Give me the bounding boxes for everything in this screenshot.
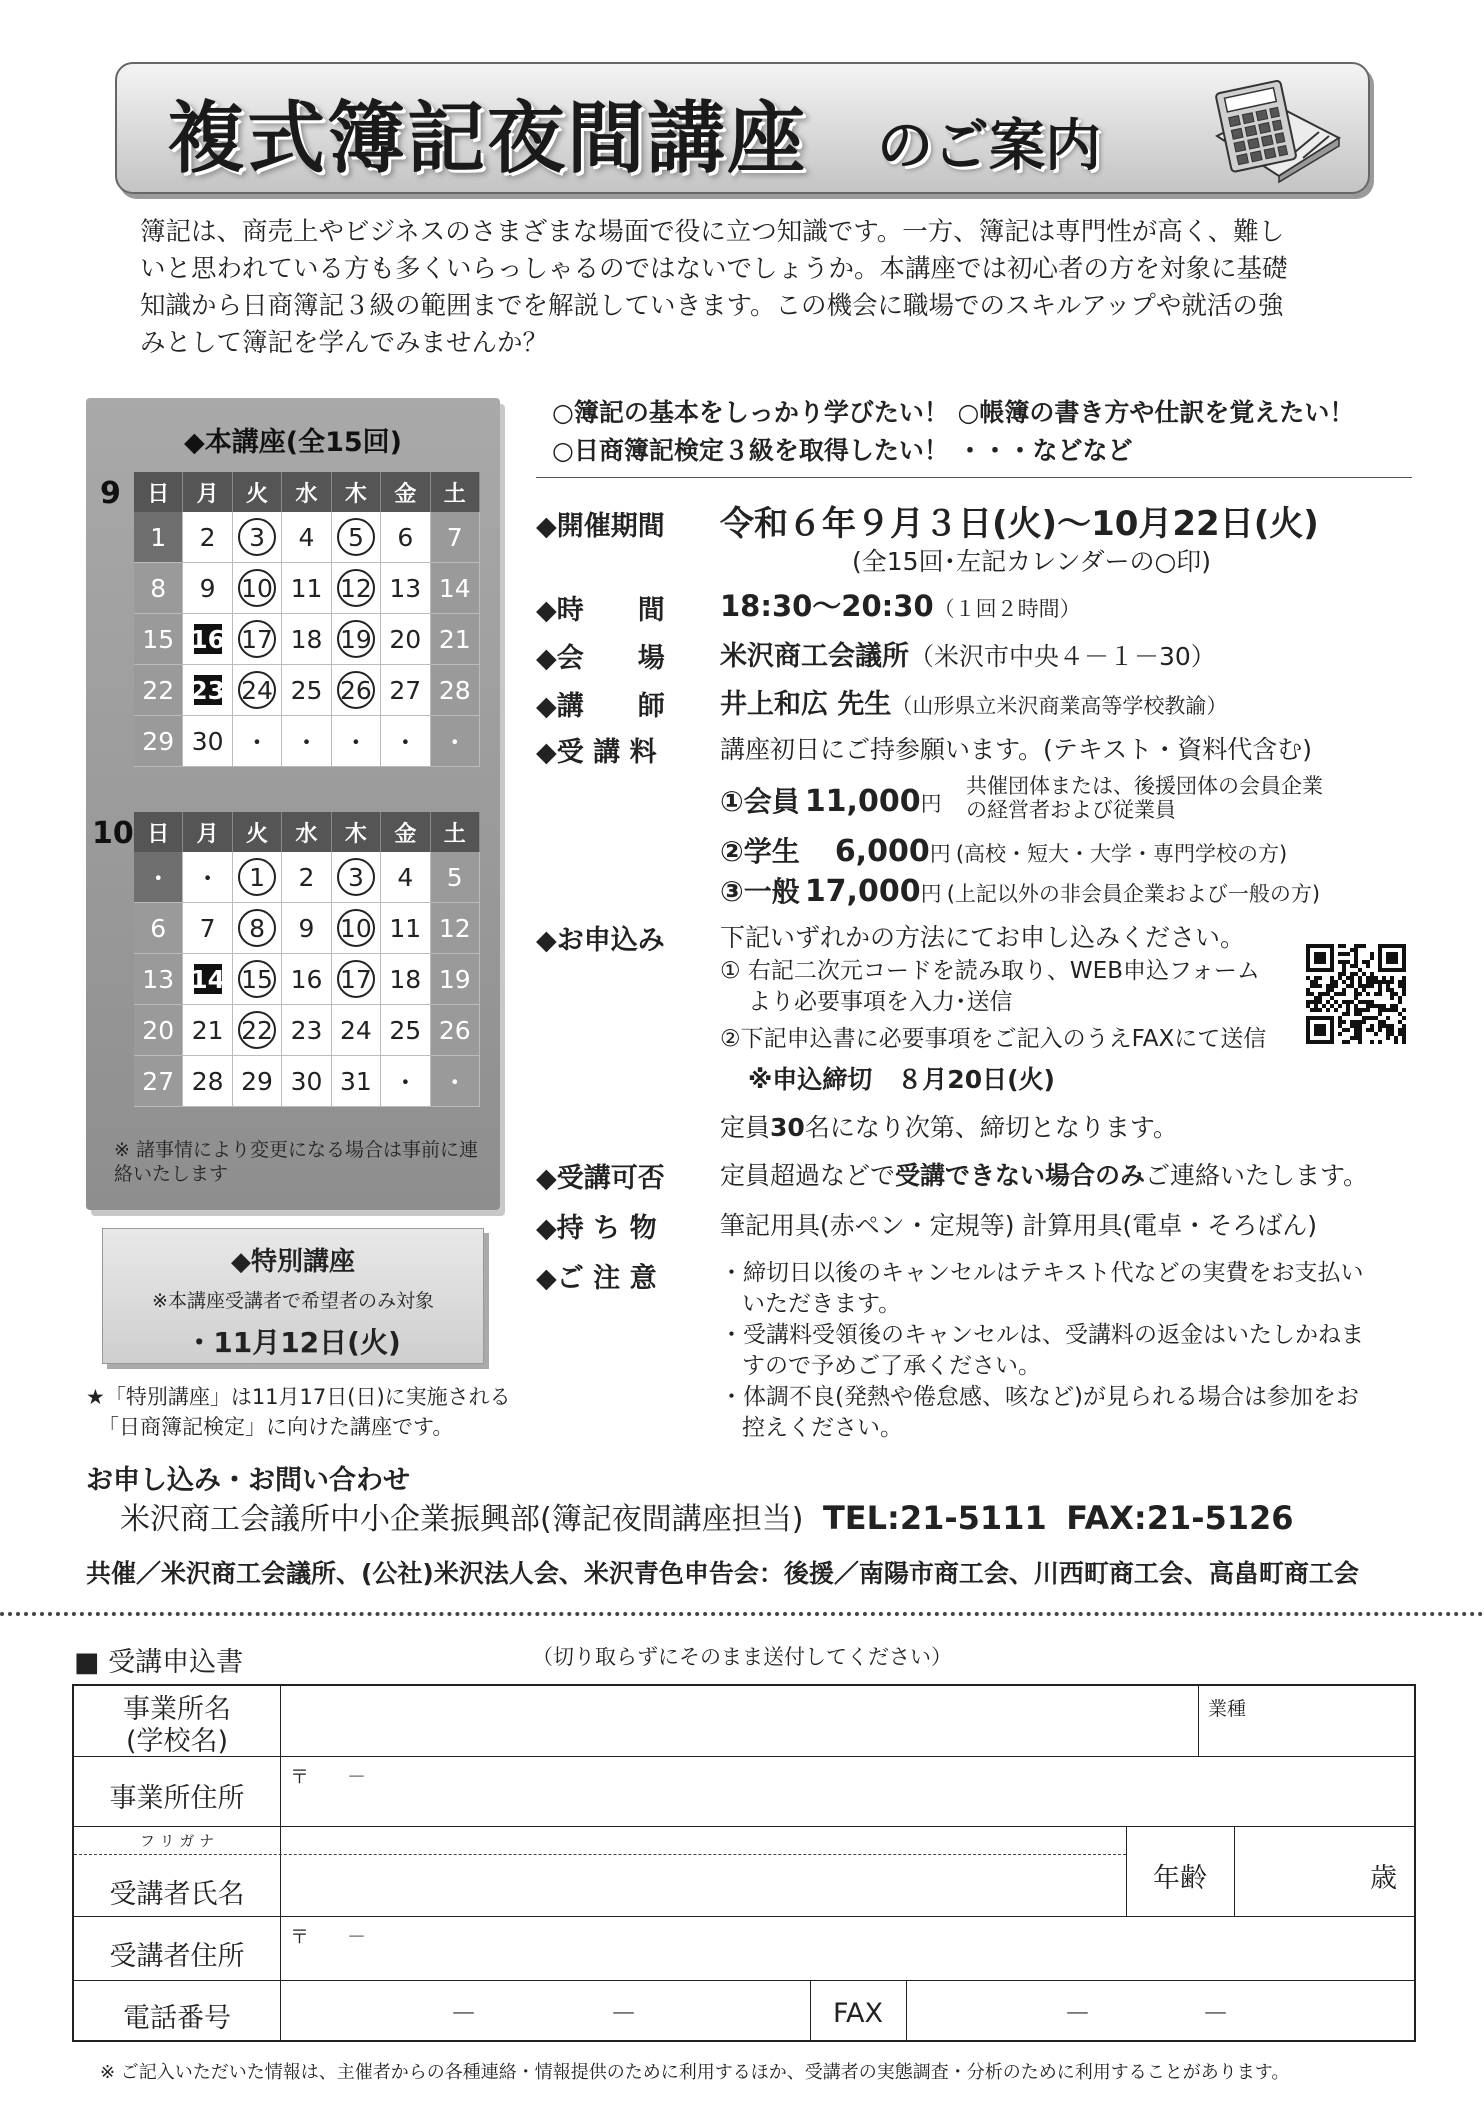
calendar-day: 3 — [233, 512, 282, 563]
calendar-day: 22 — [134, 665, 183, 716]
calendar-day: 26 — [431, 1005, 480, 1056]
calendar-day: 3 — [332, 852, 381, 903]
fee-member-note-line: の経営者および従業員 — [966, 798, 1176, 822]
calendar-day: 8 — [134, 563, 183, 614]
calendar-day: 23 — [282, 1005, 331, 1056]
special-course-note — [86, 1382, 511, 1442]
intro-line: 簿記は、商売上やビジネスのさまざまな場面で役に立つ知識です。一方、簿記は専門性が高く、難し — [140, 217, 1285, 247]
apply-method-line: ②下記申込書に必要事項をご記入のうえFAXにて送信 — [720, 1026, 1267, 1052]
calendar-day: 10 — [332, 903, 381, 954]
fee-general-amount: 17,000 — [804, 874, 921, 909]
caution-line: ・締切日以後のキャンセルはテキスト代などの実費をお支払い — [720, 1260, 1364, 1286]
time-row — [720, 584, 1081, 625]
calendar-day: 14 — [431, 563, 480, 614]
page-title: 複式簿記夜間講座 — [167, 94, 808, 184]
calendar-day: 6 — [381, 512, 430, 563]
furigana-field[interactable] — [284, 1828, 1124, 1852]
furigana-label: フ リ ガ ナ — [139, 1832, 215, 1850]
fax-dash: － — [1064, 1999, 1091, 2030]
caution-line: いただきます。 — [742, 1291, 902, 1317]
calendar-day: 15 — [134, 614, 183, 665]
calendar-day: 26 — [332, 665, 381, 716]
lecturer-value: 井上和広 先生 — [720, 689, 892, 720]
special-note-line: ★「特別講座」は11月17日(日)に実施される — [86, 1385, 511, 1409]
industry-label: 業種 — [1208, 1698, 1247, 1720]
lecturer-row — [720, 682, 1227, 721]
calendar-day: 28 — [183, 1056, 232, 1107]
special-course-date: ・11月12日(火) — [185, 1326, 401, 1359]
application-form — [72, 1684, 1416, 2042]
calendar-day: ・ — [183, 852, 232, 903]
calendar-day: 4 — [381, 852, 430, 903]
calendar-day: 4 — [282, 512, 331, 563]
weekday-header: 水 — [282, 472, 331, 512]
form-row-divider — [74, 1756, 1414, 1757]
calculator-ledger-icon — [1207, 76, 1347, 184]
cut-line — [0, 1612, 1484, 1616]
calendar-day: ・ — [381, 716, 430, 767]
phone-dash: － — [450, 1999, 477, 2030]
apply-intro: 下記いずれかの方法にてお申し込みください。 — [720, 923, 1246, 952]
weekday-header: 火 — [233, 812, 282, 852]
weekday-header: 土 — [431, 812, 480, 852]
calendar-day: 2 — [282, 852, 331, 903]
time-value: 18:30～20:30 — [720, 589, 934, 623]
age-label: 年齢 — [1153, 1863, 1207, 1894]
fee-student-note: (高校・短大・大学・専門学校の方) — [955, 842, 1288, 866]
yen-unit: 円 — [929, 842, 951, 866]
acceptance-text: 定員超過などで — [720, 1161, 896, 1190]
student-address-field[interactable] — [284, 1920, 1412, 1978]
calendar-day: 17 — [233, 614, 282, 665]
contact-org: 米沢商工会議所中小企業振興部(簿記夜間講座担当) — [120, 1502, 804, 1537]
intro-line: 知識から日商簿記３級の範囲までを解説していきます。この機会に職場でのスキルアップや就活の強 — [140, 291, 1284, 321]
calendar-panel — [86, 398, 500, 1210]
contact-fax: FAX:21-5126 — [1066, 1499, 1294, 1537]
form-row-divider — [74, 1916, 1414, 1917]
calendar-day: 6 — [134, 903, 183, 954]
month-label-october: 10 — [92, 816, 134, 851]
fax-label: FAX — [832, 1998, 884, 2029]
form-title: ■ 受講申込書 — [74, 1647, 244, 1678]
calendar-day: 19 — [332, 614, 381, 665]
calendar-september — [134, 472, 480, 767]
apply-label: ◆お申込み — [536, 925, 665, 956]
calendar-day: 2 — [183, 512, 232, 563]
calendar-day: 7 — [183, 903, 232, 954]
wish-line: ○日商簿記検定３級を取得したい！ ・・・などなど — [552, 436, 1133, 465]
calendar-day: 17 — [332, 954, 381, 1005]
yen-unit: 円 — [920, 792, 942, 816]
calendar-day: ・ — [233, 716, 282, 767]
fee-general-row — [720, 870, 1320, 910]
calendar-day: 9 — [183, 563, 232, 614]
lecturer-label: ◆講 師 — [536, 691, 665, 722]
weekday-header: 月 — [183, 812, 232, 852]
calendar-day: 21 — [431, 614, 480, 665]
qr-code-icon[interactable] — [1306, 944, 1406, 1044]
calendar-day: ・ — [134, 852, 183, 903]
calendar-day: ・ — [282, 716, 331, 767]
weekday-header: 土 — [431, 472, 480, 512]
caution-line: ・受講料受領後のキャンセルは、受講料の返金はいたしかねま — [720, 1322, 1364, 1348]
calendar-day: 29 — [134, 716, 183, 767]
fax-field[interactable] — [910, 1984, 1412, 2040]
period-label: ◆開催期間 — [536, 511, 665, 542]
postal-mark: 〒 － — [290, 1926, 367, 1948]
fee-member-note-line: 共催団体または、後援団体の会員企業 — [966, 774, 1323, 798]
weekday-header: 日 — [134, 472, 183, 512]
period-sub: (全15回･左記カレンダーの○印) — [852, 547, 1212, 576]
acceptance-label: ◆受講可否 — [536, 1163, 665, 1194]
weekday-header: 木 — [332, 472, 381, 512]
calendar-day: 31 — [332, 1056, 381, 1107]
month-label-september: 9 — [100, 476, 121, 511]
fee-student-name: ②学生 — [720, 835, 800, 868]
calendar-day: 20 — [381, 614, 430, 665]
venue-row — [720, 634, 1216, 673]
form-divider — [1198, 1686, 1199, 1756]
fee-member-amount: 11,000 — [804, 784, 921, 819]
age-unit: 歳 — [1370, 1863, 1397, 1894]
calendar-october — [134, 812, 480, 1107]
calendar-day: 13 — [381, 563, 430, 614]
contact-tel: TEL:21-5111 — [822, 1499, 1047, 1537]
apply-method-line: ① 右記二次元コードを読み取り、WEB申込フォーム — [720, 958, 1260, 984]
office-name-field[interactable] — [284, 1690, 1196, 1754]
form-column-divider — [280, 1686, 281, 2042]
office-address-label: 事業所住所 — [109, 1783, 245, 1814]
fee-general-name: ③一般 — [720, 875, 800, 908]
lecturer-sub: （山形県立米沢商業高等学校教諭） — [891, 694, 1228, 718]
form-divider — [1234, 1826, 1235, 1916]
calendar-day: 10 — [233, 563, 282, 614]
form-row-divider — [74, 1826, 1414, 1827]
office-address-field[interactable] — [284, 1760, 1412, 1824]
calendar-day: 23 — [183, 665, 232, 716]
belongings-label: ◆持 ち 物 — [536, 1213, 657, 1244]
office-name-label — [74, 1694, 280, 1758]
calendar-day: 27 — [134, 1056, 183, 1107]
fee-member-name: ①会員 — [720, 785, 800, 818]
special-note-line: 「日商簿記検定」に向けた講座です。 — [98, 1415, 454, 1439]
period-value: 令和６年９月３日(火)～10月22日(火) — [720, 504, 1319, 544]
calendar-day: ・ — [431, 1056, 480, 1107]
fee-general-note: (上記以外の非会員企業および一般の方) — [946, 882, 1321, 906]
weekday-header: 金 — [381, 812, 430, 852]
time-label: ◆時 間 — [536, 595, 665, 626]
office-name-label-line: (学校名) — [125, 1726, 229, 1757]
title-banner — [115, 62, 1370, 194]
calendar-day: 5 — [431, 852, 480, 903]
office-name-label-line: 事業所名 — [123, 1694, 231, 1725]
calendar-day: 12 — [332, 563, 381, 614]
fee-member-row — [720, 780, 942, 820]
fee-member-note — [966, 774, 1323, 822]
calendar-heading: ◆本講座(全15回) — [183, 427, 403, 458]
calendar-day: 19 — [431, 954, 480, 1005]
calendar-day: 1 — [134, 512, 183, 563]
industry-field[interactable] — [1202, 1720, 1414, 1754]
fee-intro: 講座初日にご持参願います。(テキスト・資料代含む) — [720, 735, 1313, 764]
contact-info — [120, 1494, 1294, 1538]
intro-text — [140, 214, 1360, 362]
calendar-day: 30 — [183, 716, 232, 767]
sponsors: 共催／米沢商工会議所、(公社)米沢法人会、米沢青色申告会：後援／南陽市商工会、川西町商工会、高畠町商工会 — [86, 1559, 1359, 1588]
calendar-day: 11 — [381, 903, 430, 954]
form-divider — [906, 1980, 907, 2042]
student-name-label: 受講者氏名 — [109, 1879, 245, 1910]
calendar-day: 25 — [381, 1005, 430, 1056]
calendar-day: 24 — [332, 1005, 381, 1056]
calendar-note: ※ 諸事情により変更になる場合は事前に連絡いたします — [114, 1139, 478, 1185]
caution-line: 控えください。 — [742, 1415, 903, 1441]
age-field[interactable] — [1238, 1830, 1378, 1914]
weekday-header: 日 — [134, 812, 183, 852]
acceptance-text: ご連絡いたします。 — [1145, 1161, 1369, 1190]
wish-line: ○簿記の基本をしっかり学びたい！ ○帳簿の書き方や仕訳を覚えたい！ — [552, 398, 1355, 427]
contact-heading: お申し込み・お問い合わせ — [86, 1465, 410, 1496]
capacity-number: 30 — [770, 1113, 805, 1142]
calendar-day: 9 — [282, 903, 331, 954]
calendar-day: 15 — [233, 954, 282, 1005]
student-address-label: 受講者住所 — [109, 1941, 245, 1972]
weekday-header: 火 — [233, 472, 282, 512]
calendar-day: 21 — [183, 1005, 232, 1056]
fee-label: ◆受 講 料 — [536, 737, 657, 768]
venue-label: ◆会 場 — [536, 643, 665, 674]
time-sub: （１回２時間） — [933, 597, 1081, 621]
special-course-box — [102, 1228, 484, 1364]
intro-line: みとして簿記を学んでみませんか？ — [140, 328, 549, 358]
weekday-header: 木 — [332, 812, 381, 852]
calendar-day: 1 — [233, 852, 282, 903]
acceptance-emphasis: 受講できない場合のみ — [895, 1161, 1146, 1190]
belongings-value: 筆記用具(赤ペン・定規等) 計算用具(電卓・そろばん) — [720, 1211, 1317, 1240]
furigana-divider — [74, 1854, 1126, 1855]
calendar-day: 16 — [183, 614, 232, 665]
form-row-divider — [74, 1980, 1414, 1981]
calendar-day: 14 — [183, 954, 232, 1005]
weekday-header: 水 — [282, 812, 331, 852]
capacity-text: 定員 — [720, 1113, 771, 1142]
divider — [536, 477, 1412, 478]
special-course-title: ◆特別講座 — [231, 1247, 355, 1277]
postal-mark: 〒 － — [290, 1766, 367, 1788]
calendar-day: 18 — [381, 954, 430, 1005]
venue-value: 米沢商工会議所 — [720, 641, 909, 672]
weekday-header: 金 — [381, 472, 430, 512]
calendar-day: 24 — [233, 665, 282, 716]
calendar-day: 29 — [233, 1056, 282, 1107]
phone-field[interactable] — [284, 1984, 884, 2040]
capacity — [720, 1108, 1178, 1144]
caution-list — [720, 1258, 1364, 1444]
target-wishes — [552, 394, 1354, 470]
form-note: （切り取らずにそのまま送付してください） — [532, 1645, 952, 1669]
acceptance-value — [720, 1156, 1368, 1192]
calendar-day: 28 — [431, 665, 480, 716]
venue-sub: （米沢市中央４－１－30） — [909, 642, 1216, 671]
fax-dash: － — [1202, 1999, 1229, 2030]
special-course-target: ※本講座受講者で希望者のみ対象 — [152, 1290, 434, 1312]
privacy-footnote: ※ ご記入いただいた情報は、主催者からの各種連絡・情報提供のために利用するほか、受講者の実態調査・分析のために利用することがあります。 — [100, 2062, 1290, 2083]
calendar-day: 18 — [282, 614, 331, 665]
caution-line: すので予めご了承ください。 — [742, 1353, 1041, 1379]
calendar-day: 8 — [233, 903, 282, 954]
calendar-day: ・ — [332, 716, 381, 767]
student-name-field[interactable] — [284, 1858, 1124, 1914]
apply-methods — [720, 956, 1266, 1055]
calendar-day: 7 — [431, 512, 480, 563]
weekday-header: 月 — [183, 472, 232, 512]
calendar-day: 20 — [134, 1005, 183, 1056]
capacity-text: 名になり次第、締切となります。 — [804, 1113, 1178, 1142]
caution-line: ・体調不良(発熱や倦怠感、咳など)が見られる場合は参加をお — [720, 1384, 1359, 1410]
intro-line: いと思われている方も多くいらっしゃるのではないでしょうか。本講座では初心者の方を対象に基礎 — [140, 254, 1288, 284]
phone-dash: － — [610, 1999, 637, 2030]
fee-student-row — [720, 830, 1287, 870]
yen-unit: 円 — [920, 882, 942, 906]
deadline: ※申込締切 ８月20日(火) — [748, 1065, 1055, 1094]
calendar-day: 11 — [282, 563, 331, 614]
calendar-day: 27 — [381, 665, 430, 716]
calendar-day: 30 — [282, 1056, 331, 1107]
caution-label: ◆ご 注 意 — [536, 1263, 657, 1294]
calendar-day: 22 — [233, 1005, 282, 1056]
page-title-suffix: のご案内 — [877, 114, 1101, 179]
calendar-day: 25 — [282, 665, 331, 716]
calendar-day: 12 — [431, 903, 480, 954]
fee-student-amount: 6,000 — [834, 834, 930, 869]
phone-label: 電話番号 — [123, 2003, 231, 2034]
calendar-day: 16 — [282, 954, 331, 1005]
calendar-day: 5 — [332, 512, 381, 563]
calendar-day: ・ — [431, 716, 480, 767]
calendar-day: ・ — [381, 1056, 430, 1107]
calendar-day: 13 — [134, 954, 183, 1005]
apply-method-line: より必要事項を入力･送信 — [748, 989, 1013, 1015]
